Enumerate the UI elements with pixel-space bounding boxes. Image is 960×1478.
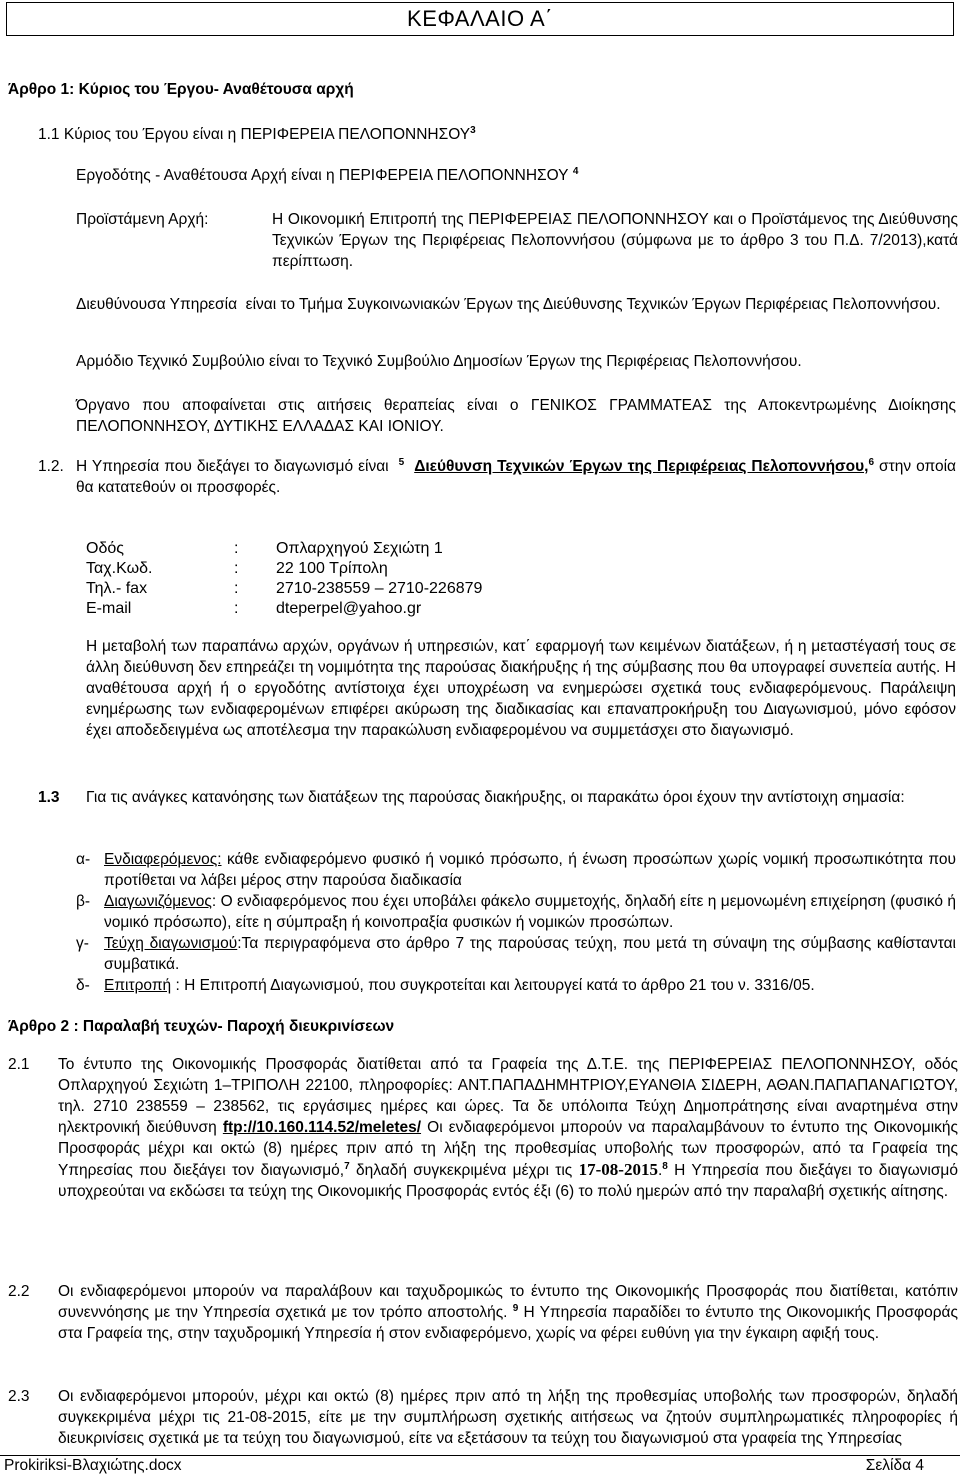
paragraph-2-3-number: 2.3 bbox=[8, 1388, 30, 1405]
contact-value: dteperpel@yahoo.gr bbox=[276, 600, 422, 617]
contact-row-phone bbox=[86, 580, 686, 601]
paragraph-2-1: Το έντυπο της Οικονομικής Προσφοράς διατίθεται από τα Γραφεία της Δ.Τ.Ε. της ΠΕΡΙΦΕΡΕΙΑΣ ΠΕΛΟΠΟΝΝΗΣΟΥ, οδός Οπλαρχηγού Σεχιώτη 1–ΤΡΙΠΟΛΗ 22100, πληροφορίες: ΑΝΤ.ΠΑΠΑΔΗΜΗΤΡΙΟΥ,ΕΥΑΝΘΙΑ ΣΙΔΕΡΗ, ΑΘΑΝ.ΠΑΠΑΠΑΝΑΓΙΩΤΟΥ, τηλ. 2710 238559 – 238562, τις εργάσιμες ημέρες και ώρες. Τα δε υπόλοιπα Τεύχη Δημοπράτησης είναι αναρτημένα στην ηλεκτρονική διεύθυνση ftp://10.160.114.52/meletes/ Οι ενδιαφερόμενοι μπορούν να παραλαμβάνουν το έντυπο της Οικονομικής Προσφοράς μέχρι και οκτώ (8) ημέρες πριν από τη λήξη της προθεσμίας υποβολής των προσφορών, από τα Γραφεία της Υπηρεσίας που διεξάγει τον διαγωνισμό,$^7$ δηλαδή συγκεκριμένα μέχρι τις 17-08-2015.$^8$ Η Υπηρεσία που διεξάγει το διαγωνισμό υποχρεούται να εκδώσει τα τεύχη της Οικονομικής Προσφοράς εντός έξι (6) το πολύ ημερών από την παραλαβή σχετικής αίτησης. bbox=[58, 1056, 959, 1200]
directing-service-text: είναι το Τμήμα Συγκοινωνιακών Έργων της Διεύθυνσης Τεχνικών Έργων Περιφέρειας Πελοποννήσου. bbox=[245, 296, 941, 313]
employer-line bbox=[76, 165, 936, 186]
article-1-heading: Άρθρο 1: Κύριος του Έργου- Αναθέτουσα αρχή bbox=[8, 81, 354, 98]
paragraph-2-1-text-d: Η Υπηρεσία που διεξάγει το διαγωνισμό υποχρεούται να εκδώσει τα τεύχη της Οικονομικής Προσφοράς εντός έξι (6) το πολύ ημερών από την παραλαβή σχετικής αίτησης. bbox=[58, 1162, 958, 1200]
service-name: Διεύθυνση Τεχνικών Έργων της Περιφέρειας Πελοποννήσου, bbox=[414, 458, 869, 475]
definition-text: : Η Επιτροπή Διαγωνισμού, που συγκροτείται και λειτουργεί κατά το άρθρο 21 του ν. 3316/05. bbox=[175, 977, 815, 994]
contact-row-email bbox=[86, 600, 686, 621]
definition-letter: β- bbox=[76, 893, 91, 910]
footer-page-number: Σελίδα 4 bbox=[865, 1457, 924, 1474]
footnote-ref-3: 3 bbox=[470, 125, 476, 136]
contact-row-street bbox=[86, 540, 686, 561]
contact-label: Τηλ.- fax bbox=[86, 580, 148, 597]
chapter-title: ΚΕΦΑΛΑΙΟ Α΄ bbox=[6, 2, 954, 36]
paragraph-2-1-text-b: Οι ενδιαφερόμενοι μπορούν να παραλαμβάνουν το έντυπο της Οικονομικής Προσφοράς μέχρι και οκτώ (8) ημέρες πριν από τη λήξη της προθεσμίας υποβολής των προσφορών, από τα Γραφεία της Υπηρεσίας που διεξάγει τον διαγωνισμό, bbox=[58, 1119, 959, 1179]
paragraph-1-3-number: 1.3 bbox=[38, 789, 60, 806]
definition-text: κάθε ενδιαφερόμενο φυσικό ή νομικό πρόσωπο, ή ένωση προσώπων χωρίς νομική προσωπικότητα που προτίθεται να λάβει μέρος στην παρούσα διαδικασία bbox=[104, 851, 956, 889]
definition-term: Ενδιαφερόμενος: bbox=[104, 851, 222, 868]
paragraph-1-2 bbox=[76, 456, 956, 498]
paragraph-2-3-text: Οι ενδιαφερόμενοι μπορούν, μέχρι και οκτώ (8) ημέρες πριν από τη λήξη της προθεσμίας υποβολής των προσφορών, δηλαδή συγκεκριμένα μέχρι τις 21-08-2015, είτε με την συμπλήρωση σχετικής αιτήσεως να ζητούν συμπληρωματικές πληροφορίες ή διευκρινίσεις σχετικά με τα τεύχη του διαγωνισμού, είτε να εξετάσουν τα τεύχη του διαγωνισμού στα γραφεία της Υπηρεσίας bbox=[58, 1388, 958, 1447]
definition-tender-documents bbox=[104, 933, 956, 975]
directing-service-label: Διευθύνουσα Υπηρεσία bbox=[76, 296, 238, 313]
footnote-ref-6: 6 bbox=[868, 457, 875, 468]
contact-value: 22 100 Τρίπολη bbox=[276, 560, 388, 577]
paragraph-1-3-text: Για τις ανάγκες κατανόησης των διατάξεων της παρούσας διακήρυξης, οι παρακάτω όροι έχουν την αντίστοιχη σημασία: bbox=[86, 789, 905, 806]
definition-bidder bbox=[104, 891, 956, 933]
change-of-authorities-text: Η μεταβολή των παραπάνω αρχών, οργάνων ή υπηρεσιών, κατ΄ εφαρμογή των κειμένων διατάξεων, ή η μεταστέγασή τους σε άλλη διεύθυνση δεν επηρεάζει τη νομιμότητα της παρούσας διακήρυξης ή της σύμβασης που θα υπογραφεί συνεπεία αυτής. Η αναθέτουσα αρχή ή ο εργοδότης αντίστοιχα έχει υποχρέωση να ενημερώσει σχετικά τους ενδιαφερόμενους. Παράλειψη ενημέρωσης των ενδιαφερομένων επιφέρει ακύρωση της διαδικασίας και επαναπροκήρυξη του Διαγωνισμού, μόνο εφόσον έχει αποδεδειγμένα ως αποτέλεσμα την παρακώλυση ενδιαφερομένου να συμμετάσχει στο διαγωνισμό. bbox=[86, 638, 956, 739]
footnote-ref-4: 4 bbox=[572, 166, 579, 177]
contact-value: Οπλαρχηγού Σεχιώτη 1 bbox=[276, 540, 443, 557]
definition-term: Τεύχη διαγωνισμού bbox=[104, 935, 238, 952]
footnote-ref-5: 5 bbox=[398, 457, 405, 468]
employer-text: Εργοδότης - Αναθέτουσα Αρχή είναι η ΠΕΡΙΦΕΡΕΙΑ ΠΕΛΟΠΟΝΝΗΣΟΥ bbox=[76, 167, 569, 184]
footnote-ref-8: 8 bbox=[662, 1161, 668, 1172]
paragraph-2-1-text-c: δηλαδή συγκεκριμένα μέχρι τις bbox=[356, 1162, 573, 1179]
definition-letter: γ- bbox=[76, 935, 89, 952]
paragraph-1-1-number: 1.1 bbox=[38, 126, 60, 143]
contact-label: Οδός bbox=[86, 540, 124, 557]
contact-label: E-mail bbox=[86, 600, 132, 617]
paragraph-2-2-text-a: Οι ενδιαφερόμενοι μπορούν να παραλάβουν και ταχυδρομικώς το έντυπο της Οικονομικής Προσφοράς που διατίθεται, κατόπιν συνεννόησης με την Υπηρεσία σχετικά με τον τρόπο αποστολής. bbox=[58, 1283, 958, 1321]
paragraph-2-1-number: 2.1 bbox=[8, 1056, 30, 1073]
footnote-ref-9: 9 bbox=[512, 1303, 519, 1314]
contact-sep: : bbox=[234, 580, 239, 597]
paragraph-2-2-number: 2.2 bbox=[8, 1283, 30, 1300]
definition-text: :Τα περιγραφόμενα στο άρθρο 7 της παρούσας τεύχη, που μετά τη σύναψη της σύμβασης καθίστανται συμβατικά. bbox=[104, 935, 957, 973]
definition-letter: α- bbox=[76, 851, 91, 868]
contact-sep: : bbox=[234, 560, 239, 577]
article-2-heading: Άρθρο 2 : Παραλαβή τευχών- Παροχή διευκρινίσεων bbox=[8, 1018, 395, 1035]
superior-authority-text: Η Οικονομική Επιτροπή της ΠΕΡΙΦΕΡΕΙΑΣ ΠΕΛΟΠΟΝΝΗΣΟΥ και ο Προϊστάμενος της Διεύθυνσης Τεχνικών Έργων της Περιφέρειας Πελοποννήσου (σύμφωνα με το άρθρο 3 του Π.Δ. 7/2013),κατά περίπτωση. bbox=[272, 211, 958, 270]
definition-text: : Ο ενδιαφερόμενος που έχει υποβάλει φάκελο συμμετοχής, δηλαδή είτε η μεμονωμένη επιχείρηση (φυσικό ή νομικό πρόσωπο), είτε η σύμπραξη ή κοινοπραξία φυσικών ή νομικών προσώπων. bbox=[104, 893, 956, 931]
footer-filename: Prokiriksi-Βλαχιώτης.docx bbox=[4, 1457, 182, 1474]
contact-value: 2710-238559 – 2710-226879 bbox=[276, 580, 483, 597]
meletes-ftp-link[interactable]: ftp://10.160.114.52/meletes/ bbox=[222, 1119, 422, 1136]
paragraph-2-2 bbox=[58, 1281, 958, 1344]
contact-label: Ταχ.Κωδ. bbox=[86, 560, 153, 577]
appeals-organ-text: Όργανο που αποφαίνεται στις αιτήσεις θεραπείας είναι ο ΓΕΝΙΚΟΣ ΓΡΑΜΜΑΤΕΑΣ της Αποκεντρωμένης Διοίκησης ΠΕΛΟΠΟΝΝΗΣΟΥ, ΔΥΤΙΚΗΣ ΕΛΛΑΔΑΣ ΚΑΙ ΙΟΝΙΟΥ. bbox=[76, 397, 956, 435]
contact-sep: : bbox=[234, 540, 239, 557]
footnote-ref-7: 7 bbox=[344, 1161, 350, 1172]
paragraph-1-1 bbox=[38, 124, 938, 145]
contact-row-postcode bbox=[86, 560, 686, 581]
definition-term: Διαγωνιζόμενος bbox=[104, 893, 212, 910]
deadline-date: 17-08-2015 bbox=[578, 1160, 658, 1179]
definition-interested bbox=[104, 849, 956, 891]
technical-council-text: Αρμόδιο Τεχνικό Συμβούλιο είναι το Τεχνικό Συμβούλιο Δημοσίων Έργων της Περιφέρειας Πελοποννήσου. bbox=[76, 353, 802, 370]
definition-committee bbox=[104, 975, 956, 996]
paragraph-1-2-number: 1.2. bbox=[38, 458, 64, 475]
paragraph-2-2-text-b: Η Υπηρεσία παραδίδει το έντυπο της Οικονομικής Προσφοράς στα Γραφεία της, στην ταχυδρομική Υπηρεσία ή στον ενδιαφερόμενο, χωρίς να φέρει ευθύνη για την έγκαιρη αφιξή τους. bbox=[58, 1304, 958, 1342]
contact-sep: : bbox=[234, 600, 239, 617]
paragraph-2-1-text-a: Το έντυπο της Οικονομικής Προσφοράς διατίθεται από τα Γραφεία της Δ.Τ.Ε. της ΠΕΡΙΦΕΡΕΙΑΣ ΠΕΛΟΠΟΝΝΗΣΟΥ, οδός Οπλαρχηγού Σεχιώτη 1–ΤΡΙΠΟΛΗ 22100, πληροφορίες: ΑΝΤ.ΠΑΠΑΔΗΜΗΤΡΙΟΥ,ΕΥΑΝΘΙΑ ΣΙΔΕΡΗ, ΑΘΑΝ.ΠΑΠΑΠΑΝΑΓΙΩΤΟΥ, τηλ. 2710 238559 – 238562, τις εργάσιμες ημέρες και ώρες. Τα δε υπόλοιπα Τεύχη Δημοπράτησης είναι αναρτημένα στην ηλεκτρονική διεύθυνση bbox=[58, 1056, 958, 1136]
directing-service bbox=[76, 294, 956, 315]
paragraph-1-2-text-b: στην οποία θα κατατεθούν οι προσφορές. bbox=[76, 458, 956, 496]
definition-term: Επιτροπή bbox=[104, 977, 172, 994]
superior-authority-label: Προϊστάμενη Αρχή: bbox=[76, 211, 209, 228]
paragraph-1-2-text-a: Η Υπηρεσία που διεξάγει το διαγωνισμό είναι bbox=[76, 458, 389, 475]
definition-letter: δ- bbox=[76, 977, 90, 994]
paragraph-1-1-text: Κύριος του Έργου είναι η ΠΕΡΙΦΕΡΕΙΑ ΠΕΛΟΠΟΝΝΗΣΟΥ bbox=[63, 126, 471, 143]
